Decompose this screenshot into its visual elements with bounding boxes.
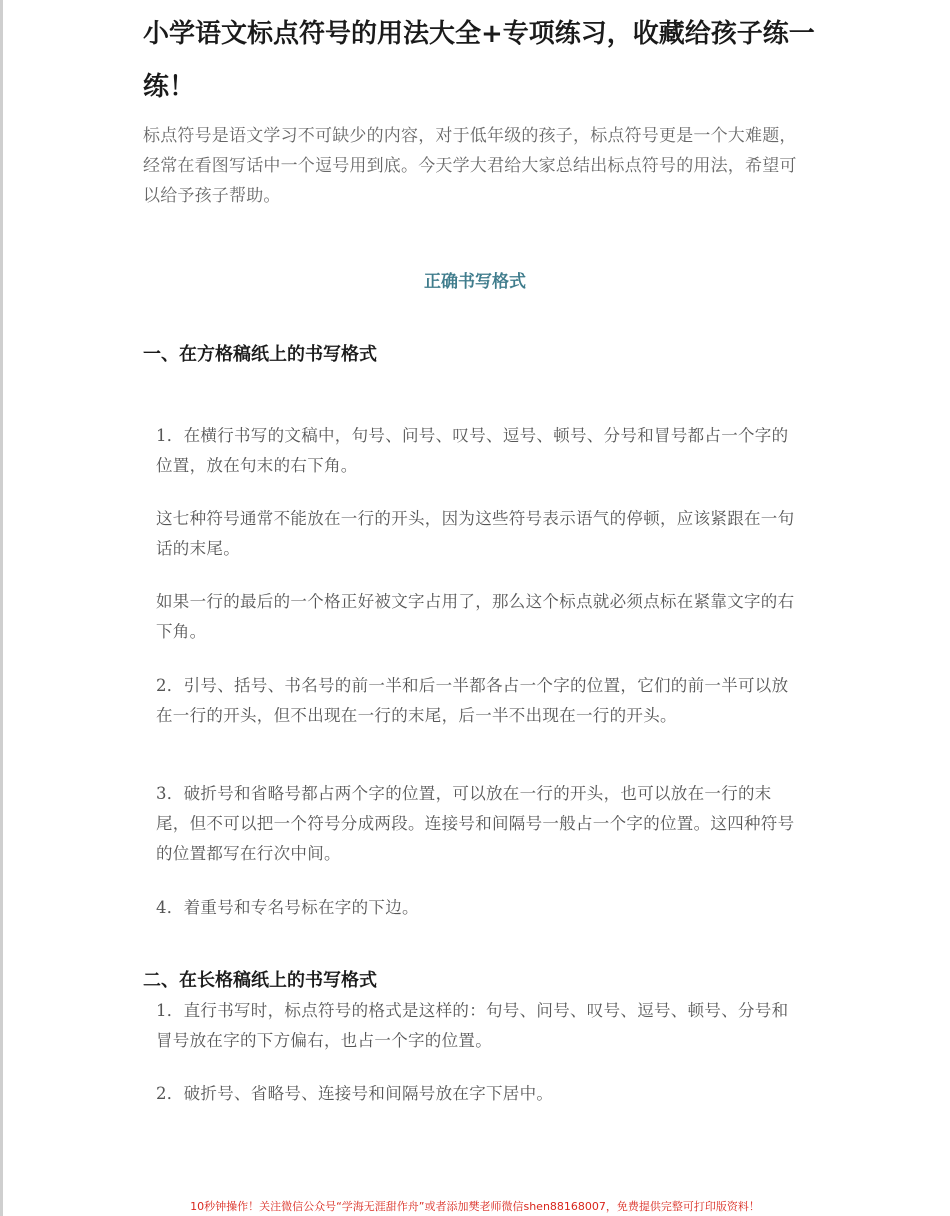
paragraph: 1．直行书写时，标点符号的格式是这样的：句号、问号、叹号、逗号、顿号、分号和冒号放在字的下方偏右，也占一个字的位置。 bbox=[156, 1001, 789, 1050]
intro-paragraph: 标点符号是语文学习不可缺少的内容，对于低年级的孩子，标点符号更是一个大难题，经常在看图写话中一个逗号用到底。今天学大君给大家总结出标点符号的用法，希望可以给予孩子帮助。 bbox=[143, 126, 797, 206]
paragraph: 2．引号、括号、书名号的前一半和后一半都各占一个字的位置，它们的前一半可以放在一行的开头，但不出现在一行的末尾，后一半不出现在一行的开头。 bbox=[156, 676, 789, 725]
paragraph: 4．着重号和专名号标在字的下边。 bbox=[156, 898, 419, 917]
paragraph: 1．在横行书写的文稿中，句号、问号、叹号、逗号、顿号、分号和冒号都占一个字的位置，放在句末的右下角。 bbox=[156, 426, 789, 475]
article-title: 小学语文标点符号的用法大全+专项练习，收藏给孩子练一练！ bbox=[143, 19, 815, 102]
paragraph: 2．破折号、省略号、连接号和间隔号放在字下居中。 bbox=[156, 1084, 554, 1103]
paragraph: 如果一行的最后的一个格正好被文字占用了，那么这个标点就必须点标在紧靠文字的右下角。 bbox=[156, 592, 795, 641]
paragraph: 这七种符号通常不能放在一行的开头，因为这些符号表示语气的停顿，应该紧跟在一句话的末尾。 bbox=[156, 509, 795, 558]
center-heading: 正确书写格式 bbox=[424, 272, 526, 292]
footer-promo-text: 10秒钟操作！关注微信公众号“学海无涯甜作舟”或者添加樊老师微信shen88168007，免费提供完整可打印版资料！ bbox=[190, 1200, 760, 1213]
section-heading-long-paper: 二、在长格稿纸上的书写格式 bbox=[143, 970, 377, 991]
paragraph: 3．破折号和省略号都占两个字的位置，可以放在一行的开头，也可以放在一行的末尾，但不可以把一个符号分成两段。连接号和间隔号一般占一个字的位置。这四种符号的位置都写在行次中间。 bbox=[156, 784, 795, 863]
section-heading-grid-paper: 一、在方格稿纸上的书写格式 bbox=[143, 344, 377, 365]
